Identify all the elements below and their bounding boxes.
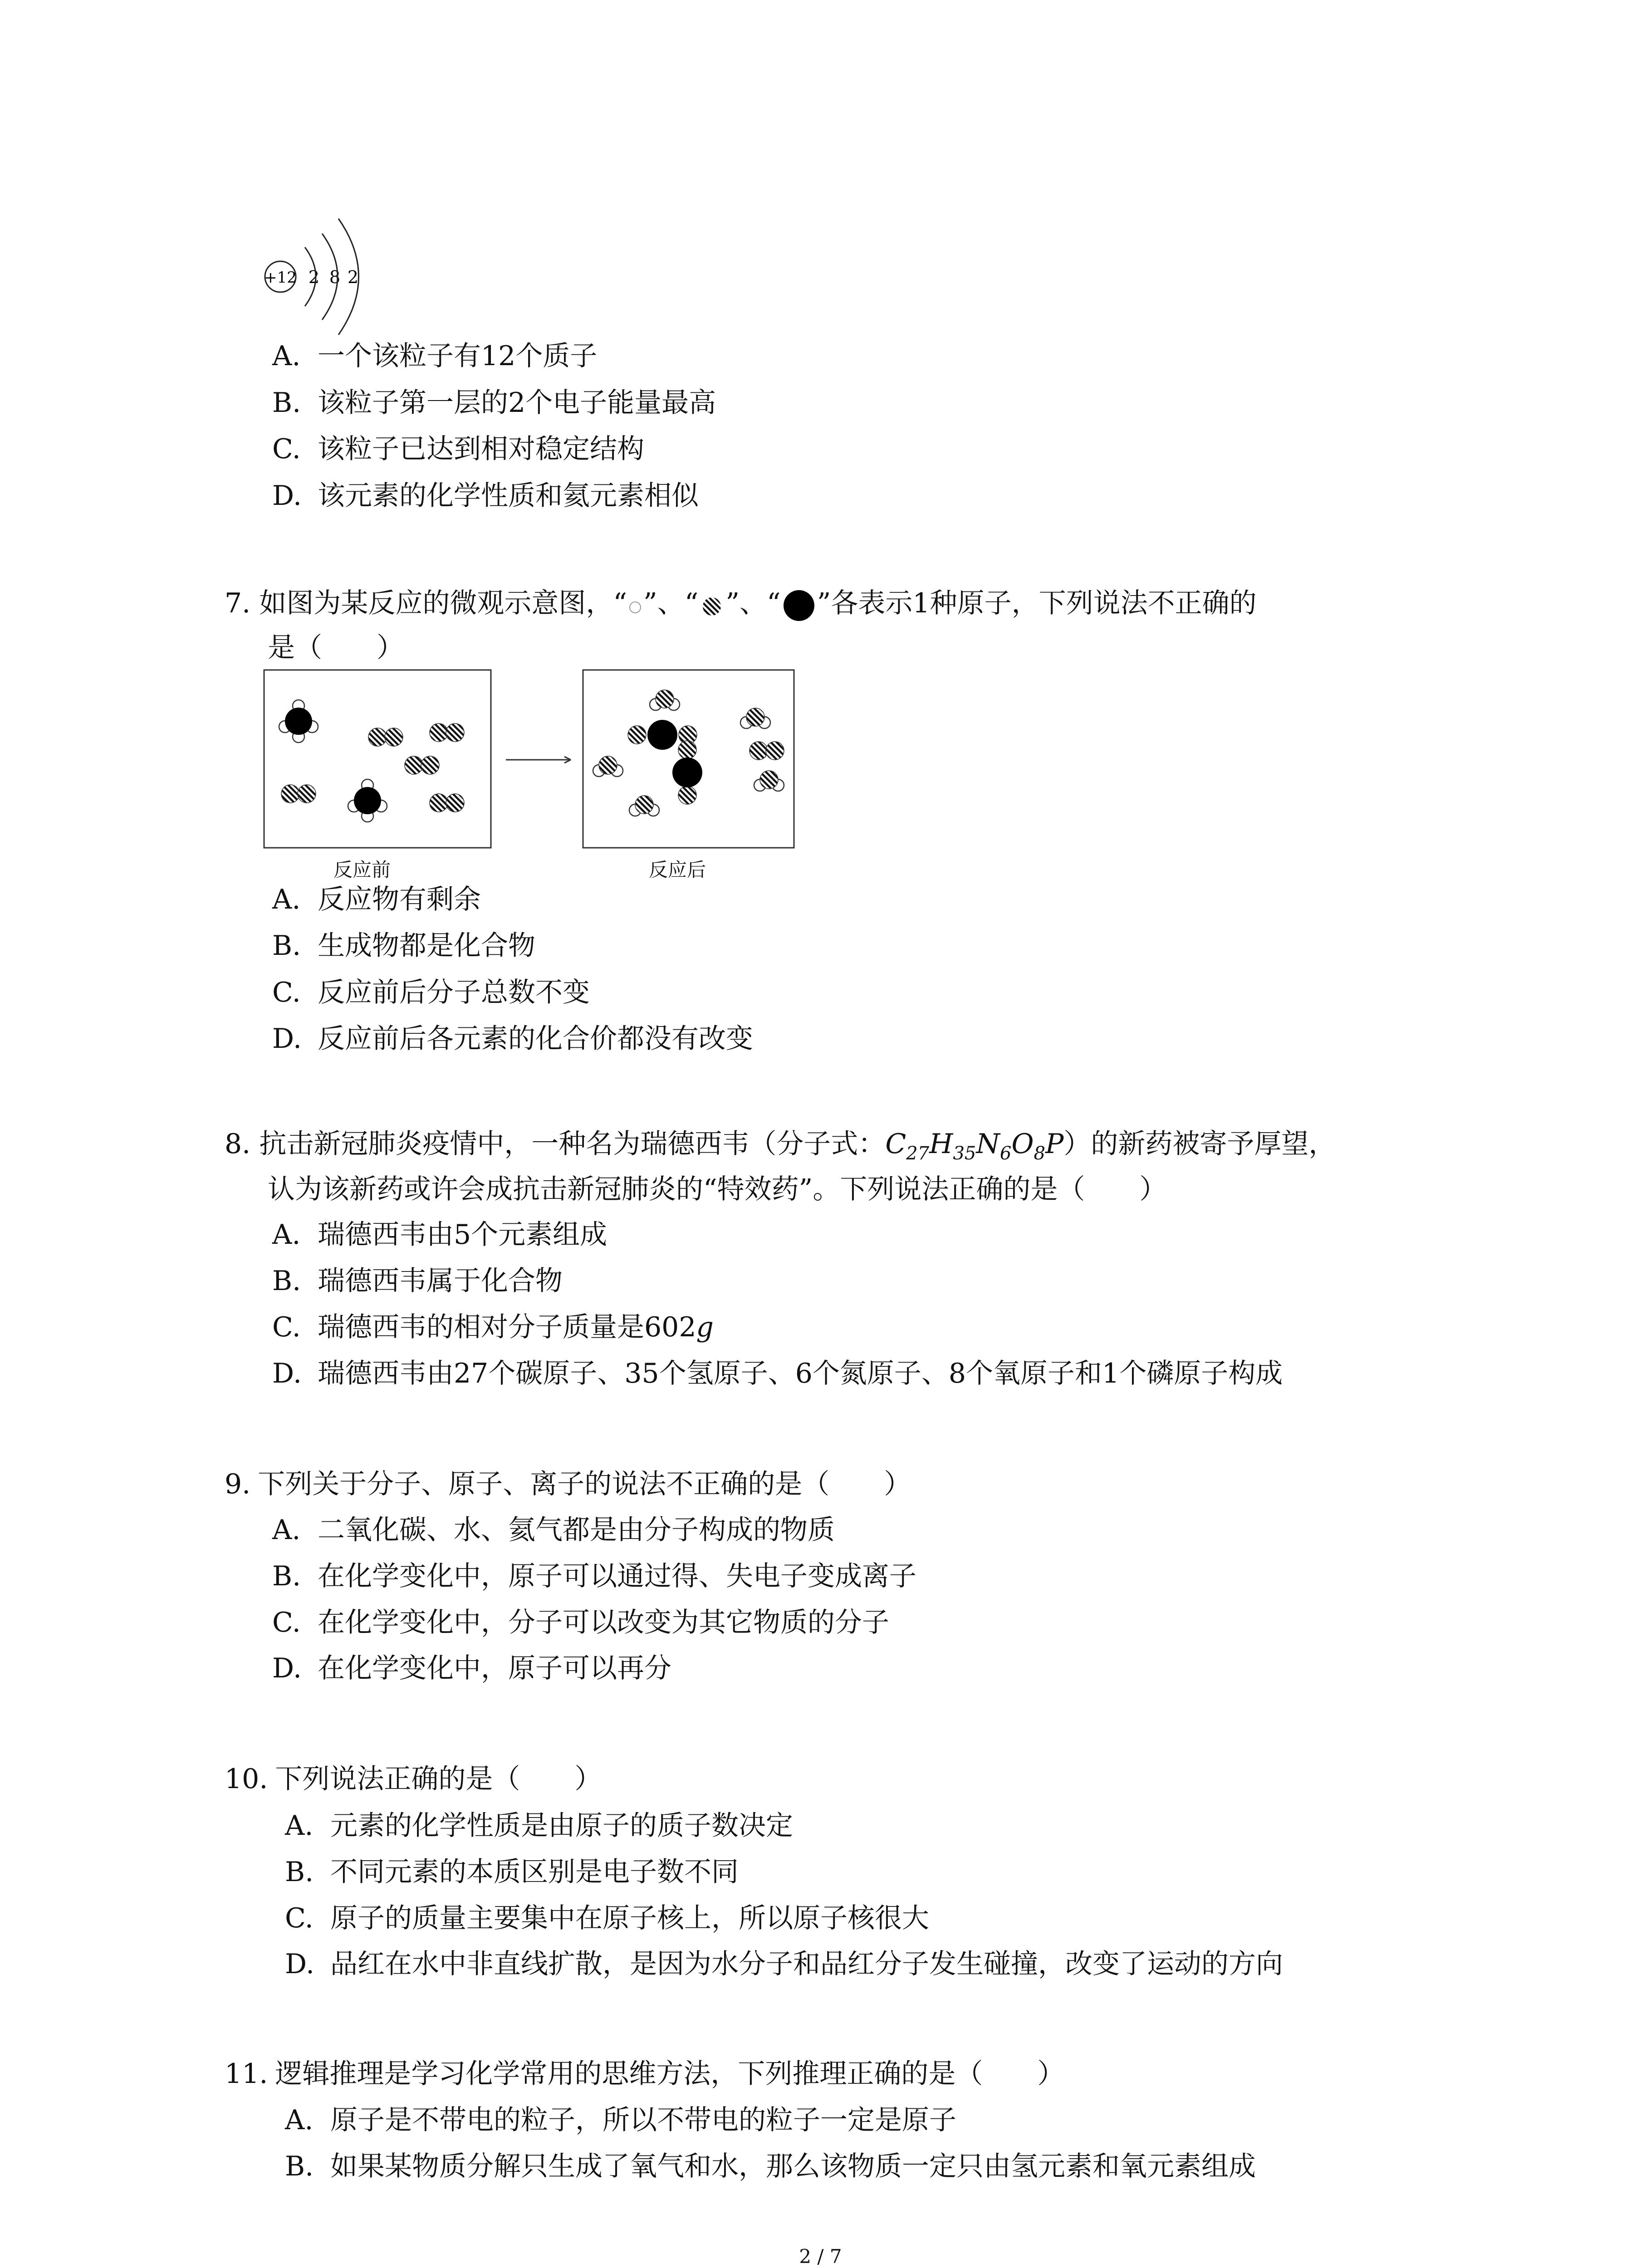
- option-text: 反应前后各元素的化合价都没有改变: [318, 1023, 753, 1055]
- hatched-atom-icon: [698, 594, 725, 616]
- stem-text: ”各表示1种原子，下列说法不正确的: [817, 587, 1257, 619]
- option-letter: C.: [272, 1607, 301, 1638]
- q8-option-d[interactable]: [272, 1355, 1283, 1392]
- option-text: 原子是不带电的粒子，所以不带电的粒子一定是原子: [330, 2104, 956, 2136]
- caption-after: 反应后: [649, 859, 706, 881]
- q10-option-c[interactable]: [285, 1900, 929, 1936]
- oxygen-atom: [746, 708, 764, 726]
- option-letter: D.: [272, 1652, 302, 1684]
- white-atom-icon: [627, 594, 643, 616]
- q8-stem: [225, 1126, 1336, 1172]
- option-letter: A.: [272, 1219, 301, 1251]
- oxygen-atom: [446, 794, 464, 812]
- q7-option-c[interactable]: [272, 974, 590, 1011]
- q11-stem: [225, 2056, 1064, 2092]
- oxygen-atom: [405, 756, 423, 774]
- option-text: 如果某物质分解只生成了氧气和水，那么该物质一定只由氢元素和氧元素组成: [330, 2151, 1256, 2182]
- option-text: 元素的化学性质是由原子的质子数决定: [330, 1810, 793, 1842]
- option-text: 瑞德西韦由5个元素组成: [318, 1219, 607, 1251]
- option-text: 瑞德西韦由27个碳原子、35个氢原子、6个氮原子、8个氧原子和1个磷原子构成: [318, 1358, 1283, 1389]
- unit-g: g: [696, 1311, 714, 1343]
- option-letter: C.: [272, 433, 301, 465]
- option-letter: C.: [272, 977, 301, 1008]
- option-text: 生成物都是化合物: [318, 930, 535, 962]
- q8-option-c[interactable]: [272, 1309, 714, 1345]
- oxygen-atom: [599, 756, 617, 774]
- oxygen-atom: [635, 796, 653, 814]
- option-text: 瑞德西韦属于化合物: [318, 1265, 563, 1297]
- question-number: 9.: [225, 1468, 251, 1500]
- option-letter: D.: [272, 1023, 302, 1055]
- q6-option-a[interactable]: [272, 338, 597, 374]
- oxygen-atom: [385, 728, 403, 746]
- question-number: 7.: [225, 587, 251, 619]
- oxygen-atom: [430, 794, 448, 812]
- option-text: 该粒子已达到相对稳定结构: [318, 433, 644, 465]
- carbon-atom: [647, 720, 677, 750]
- molecules-after: [593, 690, 784, 816]
- oxygen-atom: [628, 726, 646, 744]
- nucleus-charge: +12: [264, 269, 297, 287]
- stem-text: ”、“: [725, 587, 781, 619]
- q8-option-b[interactable]: [272, 1263, 563, 1299]
- q7-option-a[interactable]: [272, 881, 481, 918]
- option-text: 二氧化碳、水、氦气都是由分子构成的物质: [318, 1514, 835, 1546]
- oxygen-atom: [368, 728, 387, 746]
- oxygen-atom: [446, 723, 464, 742]
- q11-option-b[interactable]: [285, 2148, 1256, 2185]
- option-text: 一个该粒子有12个质子: [318, 340, 598, 372]
- option-letter: A.: [285, 1810, 314, 1842]
- option-letter: B.: [272, 387, 301, 419]
- q6-option-b[interactable]: [272, 385, 716, 421]
- question-number: 10.: [225, 1763, 268, 1795]
- caption-before: 反应前: [333, 859, 391, 881]
- q9-option-c[interactable]: [272, 1604, 889, 1641]
- oxygen-atom: [421, 756, 439, 774]
- option-letter: D.: [272, 1358, 302, 1389]
- q10-option-a[interactable]: [285, 1808, 793, 1844]
- q8-stem-line2: 认为该新药或许会成抗击新冠肺炎的“特效药”。下列说法正确的是（ ）: [268, 1173, 1167, 1205]
- black-atom-icon: [781, 589, 817, 621]
- question-number: 8.: [225, 1128, 251, 1160]
- carbon-atom: [672, 758, 702, 787]
- option-text: 反应前后分子总数不变: [318, 977, 590, 1008]
- stem-text: 抗击新冠肺炎疫情中，一种名为瑞德西韦（分子式：: [259, 1128, 886, 1160]
- option-text: 该粒子第一层的2个电子能量最高: [318, 387, 716, 419]
- q9-option-d[interactable]: [272, 1650, 671, 1686]
- stem-text: 逻辑推理是学习化学常用的思维方法，下列推理正确的是（ ）: [275, 2058, 1065, 2090]
- option-text: 原子的质量主要集中在原子核上，所以原子核很大: [330, 1902, 929, 1934]
- q7-option-d[interactable]: [272, 1021, 753, 1057]
- oxygen-atom: [430, 723, 448, 742]
- option-letter: A.: [272, 340, 301, 372]
- oxygen-atom: [656, 690, 674, 708]
- option-letter: C.: [285, 1902, 314, 1934]
- question-number: 11.: [225, 2058, 268, 2090]
- option-letter: A.: [272, 884, 301, 915]
- option-letter: A.: [285, 2104, 314, 2136]
- oxygen-atom: [760, 771, 778, 789]
- oxygen-atom: [766, 742, 784, 760]
- stem-text: ”、“: [643, 587, 699, 619]
- q9-option-b[interactable]: [272, 1558, 916, 1594]
- option-letter: A.: [272, 1514, 301, 1546]
- option-letter: C.: [272, 1311, 301, 1343]
- q11-option-a[interactable]: [285, 2102, 956, 2138]
- option-letter: D.: [285, 1948, 315, 1980]
- option-letter: B.: [285, 1856, 314, 1888]
- oxygen-atom: [678, 786, 696, 804]
- option-letter: B.: [272, 930, 301, 962]
- option-text: 反应物有剩余: [318, 884, 481, 915]
- shell-2-count: 8: [329, 267, 341, 287]
- q8-option-a[interactable]: [272, 1217, 607, 1253]
- reaction-diagram: [263, 669, 798, 850]
- q6-option-c[interactable]: [272, 431, 644, 467]
- option-text: 该元素的化学性质和氦元素相似: [318, 480, 699, 512]
- before-box: [264, 670, 491, 848]
- q10-option-d[interactable]: [285, 1946, 1283, 1982]
- oxygen-atom: [749, 742, 768, 760]
- option-letter: B.: [285, 2151, 314, 2182]
- stem-text: 如图为某反应的微观示意图，“: [259, 587, 627, 619]
- molecular-formula: $C_{27}H_{35}N_6O_8P$: [885, 1128, 1064, 1164]
- option-text: 在化学变化中，分子可以改变为其它物质的分子: [318, 1607, 889, 1638]
- stem-text: ）的新药被寄予厚望，: [1063, 1128, 1336, 1160]
- stem-text: 下列说法正确的是（ ）: [275, 1763, 602, 1795]
- q10-option-b[interactable]: [285, 1854, 739, 1890]
- molecules-before: [279, 700, 464, 822]
- atom-structure-diagram: [254, 213, 390, 349]
- carbon-atom: [285, 708, 312, 735]
- oxygen-atom: [678, 741, 696, 759]
- option-letter: B.: [272, 1265, 301, 1297]
- option-text: 品红在水中非直线扩散，是因为水分子和品红分子发生碰撞，改变了运动的方向: [330, 1948, 1283, 1980]
- option-text: 瑞德西韦的相对分子质量是602: [318, 1311, 696, 1343]
- page-number: 2 / 7: [799, 2245, 842, 2268]
- option-text: 不同元素的本质区别是电子数不同: [330, 1856, 739, 1888]
- carbon-atom: [354, 787, 381, 814]
- stem-text: 下列关于分子、原子、离子的说法不正确的是（ ）: [258, 1468, 911, 1500]
- shell-3-count: 2: [347, 267, 359, 287]
- option-letter: D.: [272, 480, 302, 512]
- q6-option-d[interactable]: [272, 478, 699, 514]
- shell-1-count: 2: [308, 267, 320, 287]
- oxygen-atom: [281, 785, 299, 803]
- q7-stem: [225, 585, 1257, 621]
- oxygen-atom: [298, 785, 316, 803]
- option-letter: B.: [272, 1560, 301, 1592]
- option-text: 在化学变化中，原子可以通过得、失电子变成离子: [318, 1560, 916, 1592]
- q9-stem: [225, 1466, 911, 1502]
- q9-option-a[interactable]: [272, 1512, 835, 1548]
- q7-option-b[interactable]: [272, 928, 535, 964]
- q10-stem: [225, 1761, 602, 1797]
- option-text: 在化学变化中，原子可以再分: [318, 1652, 671, 1684]
- q7-stem-line2: 是（ ）: [268, 632, 404, 664]
